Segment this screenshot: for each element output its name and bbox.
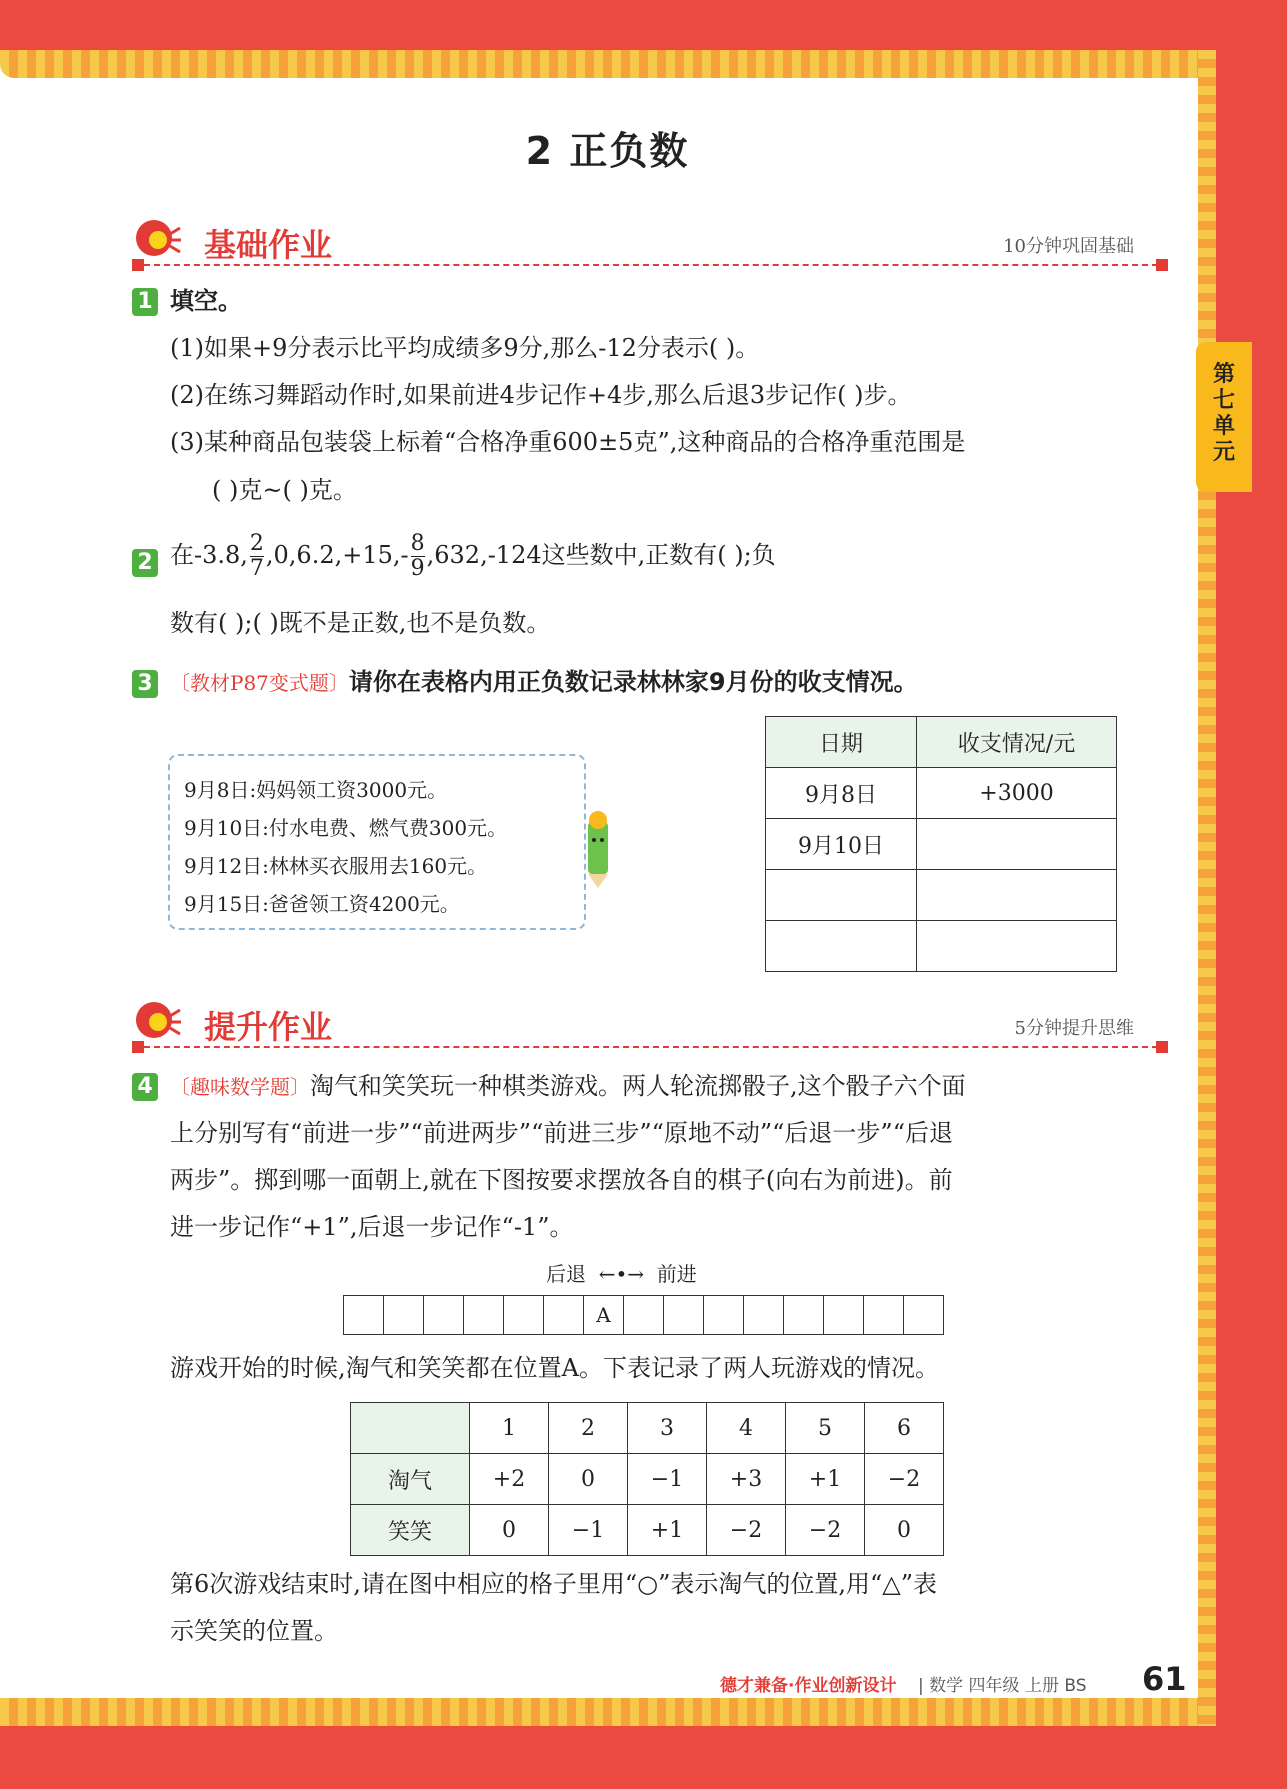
section-divider [134,264,1168,266]
table-cell: −2 [865,1454,944,1505]
answer-cell[interactable] [766,921,917,972]
pencil-mascot-icon [574,810,622,890]
note-line-1: 9月8日:妈妈领工资3000元。 [184,778,448,802]
board-cell[interactable] [424,1296,464,1335]
table-cell: −1 [549,1505,628,1556]
table-cell: +3000 [917,768,1117,819]
q4-line-2: 上分别写有“前进一步”“前进两步”“前进三步”“原地不动”“后退一步”“后退 [170,1119,953,1147]
income-expense-table [765,716,1117,972]
board-cell[interactable] [544,1296,584,1335]
table-cell: +1 [628,1505,707,1556]
table-row [351,1505,944,1556]
fraction-2-7 [250,532,264,581]
page-number: 61 [1142,1660,1187,1698]
table-header-row [766,717,1117,768]
question-number-3: 3 [132,670,158,698]
player-name: 淘气 [351,1454,470,1505]
table-header-round: 4 [707,1403,786,1454]
table-header-amount: 收支情况/元 [917,717,1117,768]
q2-line-2: 数有( );( )既不是正数,也不是负数。 [170,609,551,637]
income-expense-notes [168,754,586,930]
table-cell: +3 [707,1454,786,1505]
q3-instruction: 请你在表格内用正负数记录林林家9月份的收支情况。 [348,668,918,696]
table-header-round: 6 [865,1403,944,1454]
table-cell: 9月10日 [766,819,917,870]
board-cell[interactable] [744,1296,784,1335]
table-cell: +2 [470,1454,549,1505]
frac1-numerator: 2 [249,531,264,556]
note-line-2: 9月10日:付水电费、燃气费300元。 [184,816,508,840]
section-basic-subtitle: 10分钟巩固基础 [1003,236,1134,257]
divider-end-right [1156,1041,1168,1053]
direction-legend [546,1262,697,1286]
fraction-8-9 [411,532,425,581]
table-cell: −2 [707,1505,786,1556]
board-cell[interactable] [704,1296,744,1335]
section-advanced-title: 提升作业 [204,1008,333,1046]
table-header-corner [351,1403,470,1454]
board-cell[interactable] [504,1296,544,1335]
frac1-denominator: 7 [249,556,264,582]
q4-line-5: 游戏开始的时候,淘气和笑笑都在位置A。下表记录了两人玩游戏的情况。 [170,1354,939,1382]
board-cell[interactable] [784,1296,824,1335]
q2-text-a: 在-3.8, [170,541,248,570]
q1-line-1: (1)如果+9分表示比平均成绩多9分,那么-12分表示( )。 [170,334,760,362]
question-number-4: 4 [132,1073,158,1101]
player-name: 笑笑 [351,1505,470,1556]
q1-line-2: (2)在练习舞蹈动作时,如果前进4步记作+4步,那么后退3步记作( )步。 [170,381,912,409]
frac2-numerator: 8 [410,531,425,556]
table-header-date: 日期 [766,717,917,768]
arrow-icon: ←•→ [598,1262,645,1286]
table-row [766,768,1117,819]
q1-heading: 填空。 [170,287,242,315]
board-cell[interactable] [904,1296,944,1335]
board-cell-a[interactable]: A [584,1296,624,1335]
board-row [344,1296,944,1335]
table-cell: 9月8日 [766,768,917,819]
q4-line-6: 第6次游戏结束时,请在图中相应的格子里用“○”表示淘气的位置,用“△”表 [170,1570,938,1598]
board-cell[interactable] [624,1296,664,1335]
divider-end-right [1156,259,1168,271]
table-header-round: 1 [470,1403,549,1454]
answer-cell[interactable] [766,870,917,921]
note-line-4: 9月15日:爸爸领工资4200元。 [184,892,460,916]
table-header-round: 5 [786,1403,865,1454]
q3-line [170,668,918,697]
frac2-denominator: 9 [410,556,425,582]
q2-text-b: ,0,6.2,+15,- [265,541,409,570]
question-number-1: 1 [132,288,158,316]
q4-line-1 [170,1072,966,1101]
page-title: 2 正负数 [525,129,690,173]
footer-brand: 德才兼备·作业创新设计 [720,1676,897,1696]
footer-info: | 数学 四年级 上册 BS [918,1676,1087,1696]
unit-side-tab [1196,342,1252,492]
q4-line-4: 进一步记作“+1”,后退一步记作“-1”。 [170,1213,574,1241]
board-cell[interactable] [664,1296,704,1335]
table-header-round: 3 [628,1403,707,1454]
section-basic-header [132,212,1168,272]
table-cell: +1 [786,1454,865,1505]
board-cell[interactable] [344,1296,384,1335]
bottom-wavy-border [0,1698,1215,1726]
table-header-row [351,1403,944,1454]
note-line-3: 9月12日:林林买衣服用去160元。 [184,854,488,878]
q4-line-3: 两步”。掷到哪一面朝上,就在下图按要求摆放各自的棋子(向右为前进)。前 [170,1166,953,1194]
table-row [766,921,1117,972]
answer-cell[interactable] [917,819,1117,870]
game-board [343,1295,944,1335]
answer-cell[interactable] [917,870,1117,921]
top-wavy-border [0,50,1215,78]
table-row [351,1454,944,1505]
board-cell[interactable] [464,1296,504,1335]
divider-end-left [132,1041,144,1053]
section-advanced-header [132,994,1168,1054]
question-number-2: 2 [132,549,158,577]
unit-side-tab-label: 第七单元 [1212,362,1235,465]
section-basic-title: 基础作业 [204,226,333,264]
right-wavy-border [1198,50,1216,1726]
table-cell: 0 [865,1505,944,1556]
divider-end-left [132,259,144,271]
answer-cell[interactable] [917,921,1117,972]
q4-source-tag: 〔趣味数学题〕 [170,1075,310,1099]
table-cell: 0 [549,1454,628,1505]
board-cell[interactable] [384,1296,424,1335]
q1-line-3: (3)某种商品包装袋上标着“合格净重600±5克”,这种商品的合格净重范围是 [170,428,966,456]
table-header-round: 2 [549,1403,628,1454]
section-divider [134,1046,1168,1048]
table-cell: −2 [786,1505,865,1556]
back-label: 后退 [546,1262,586,1286]
table-row [766,819,1117,870]
section-advanced-subtitle: 5分钟提升思维 [1014,1018,1134,1039]
q4-line-1-text: 淘气和笑笑玩一种棋类游戏。两人轮流掷骰子,这个骰子六个面 [310,1072,966,1100]
game-record-table [350,1402,944,1556]
table-cell: 0 [470,1505,549,1556]
table-row [766,870,1117,921]
q2-text-c: ,632,-124这些数中,正数有( );负 [426,541,776,570]
forward-label: 前进 [656,1262,697,1286]
q4-line-7: 示笑笑的位置。 [170,1617,338,1645]
board-cell[interactable] [824,1296,864,1335]
q3-source-tag: 〔教材P87变式题〕 [170,671,349,695]
q2-line-1 [170,532,776,581]
table-cell: −1 [628,1454,707,1505]
q1-line-4: ( )克~( )克。 [212,476,357,504]
board-cell[interactable] [864,1296,904,1335]
